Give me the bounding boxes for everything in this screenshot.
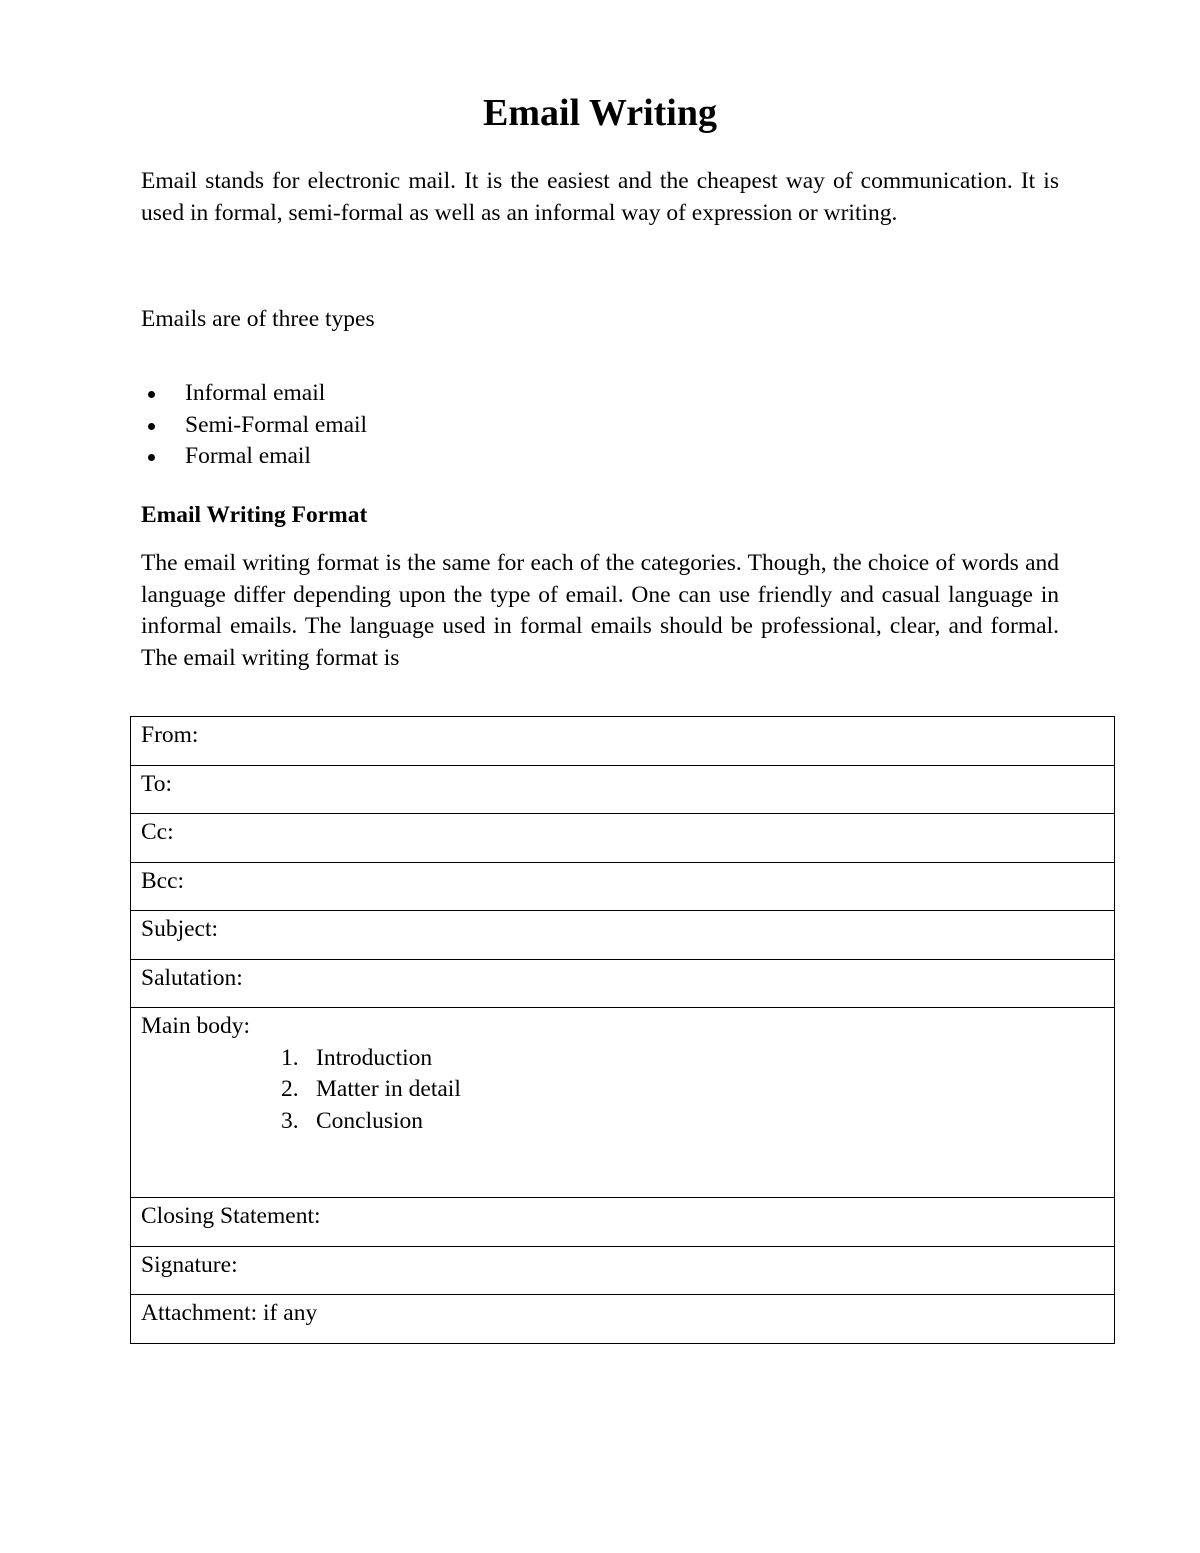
- table-row-subject: [131, 911, 1114, 960]
- table-row-closing: [131, 1198, 1114, 1247]
- table-row-main-body: [131, 1008, 1114, 1198]
- main-body-label: Main body:: [141, 1013, 251, 1039]
- table-row-bcc: [131, 863, 1114, 912]
- email-types-list: [141, 378, 841, 473]
- table-row-salutation: [131, 960, 1114, 1009]
- salutation-label: Salutation:: [141, 964, 243, 991]
- intro-paragraph: Email stands for electronic mail. It is the easiest and the cheapest way of communication. It is used in formal, semi-formal as well as an informal way of expression or writing.: [141, 168, 1059, 226]
- signature-label: Signature:: [141, 1251, 238, 1278]
- list-item-text: Semi-Formal email: [185, 411, 368, 438]
- email-format-table: [130, 716, 1115, 1344]
- table-row-from: [131, 717, 1114, 766]
- table-row-to: [131, 766, 1114, 815]
- list-item-text: Matter in detail: [316, 1076, 461, 1102]
- bullet-icon: [148, 454, 155, 461]
- to-label: To:: [141, 770, 172, 797]
- list-number: 2.: [281, 1076, 299, 1102]
- bullet-icon: [148, 423, 155, 430]
- format-paragraph: The email writing format is the same for each of the categories. Though, the choice of words and language differ depending upon the type of email. One can use friendly and casual language in informal emails. The language used in formal emails should be professional, clear, and formal. The email writing format is: [141, 550, 1059, 671]
- list-item-text: Formal email: [185, 443, 311, 469]
- list-number: 1.: [281, 1044, 299, 1071]
- table-row-cc: [131, 814, 1114, 863]
- cc-label: Cc:: [141, 819, 174, 845]
- list-item: [281, 1043, 1114, 1075]
- list-item: [141, 378, 841, 410]
- list-item: [141, 410, 841, 442]
- format-heading: Email Writing Format: [141, 502, 368, 528]
- main-body-list: [141, 1043, 1114, 1138]
- table-row-signature: [131, 1247, 1114, 1296]
- types-intro-text: Emails are of three types: [141, 306, 375, 332]
- list-item-text: Conclusion: [316, 1107, 424, 1134]
- list-item-text: Introduction: [316, 1044, 433, 1071]
- attachment-label: Attachment: if any: [141, 1300, 318, 1326]
- closing-label: Closing Statement:: [141, 1203, 321, 1229]
- page-title: Email Writing: [482, 92, 717, 134]
- from-label: From:: [141, 722, 199, 748]
- list-item: [141, 441, 841, 473]
- table-row-attachment: [131, 1295, 1114, 1343]
- list-item: [281, 1074, 1114, 1106]
- bcc-label: Bcc:: [141, 867, 185, 894]
- subject-label: Subject:: [141, 916, 219, 942]
- list-number: 3.: [281, 1107, 299, 1134]
- bullet-icon: [148, 391, 155, 398]
- list-item-text: Informal email: [185, 380, 326, 406]
- list-item: [281, 1106, 1114, 1138]
